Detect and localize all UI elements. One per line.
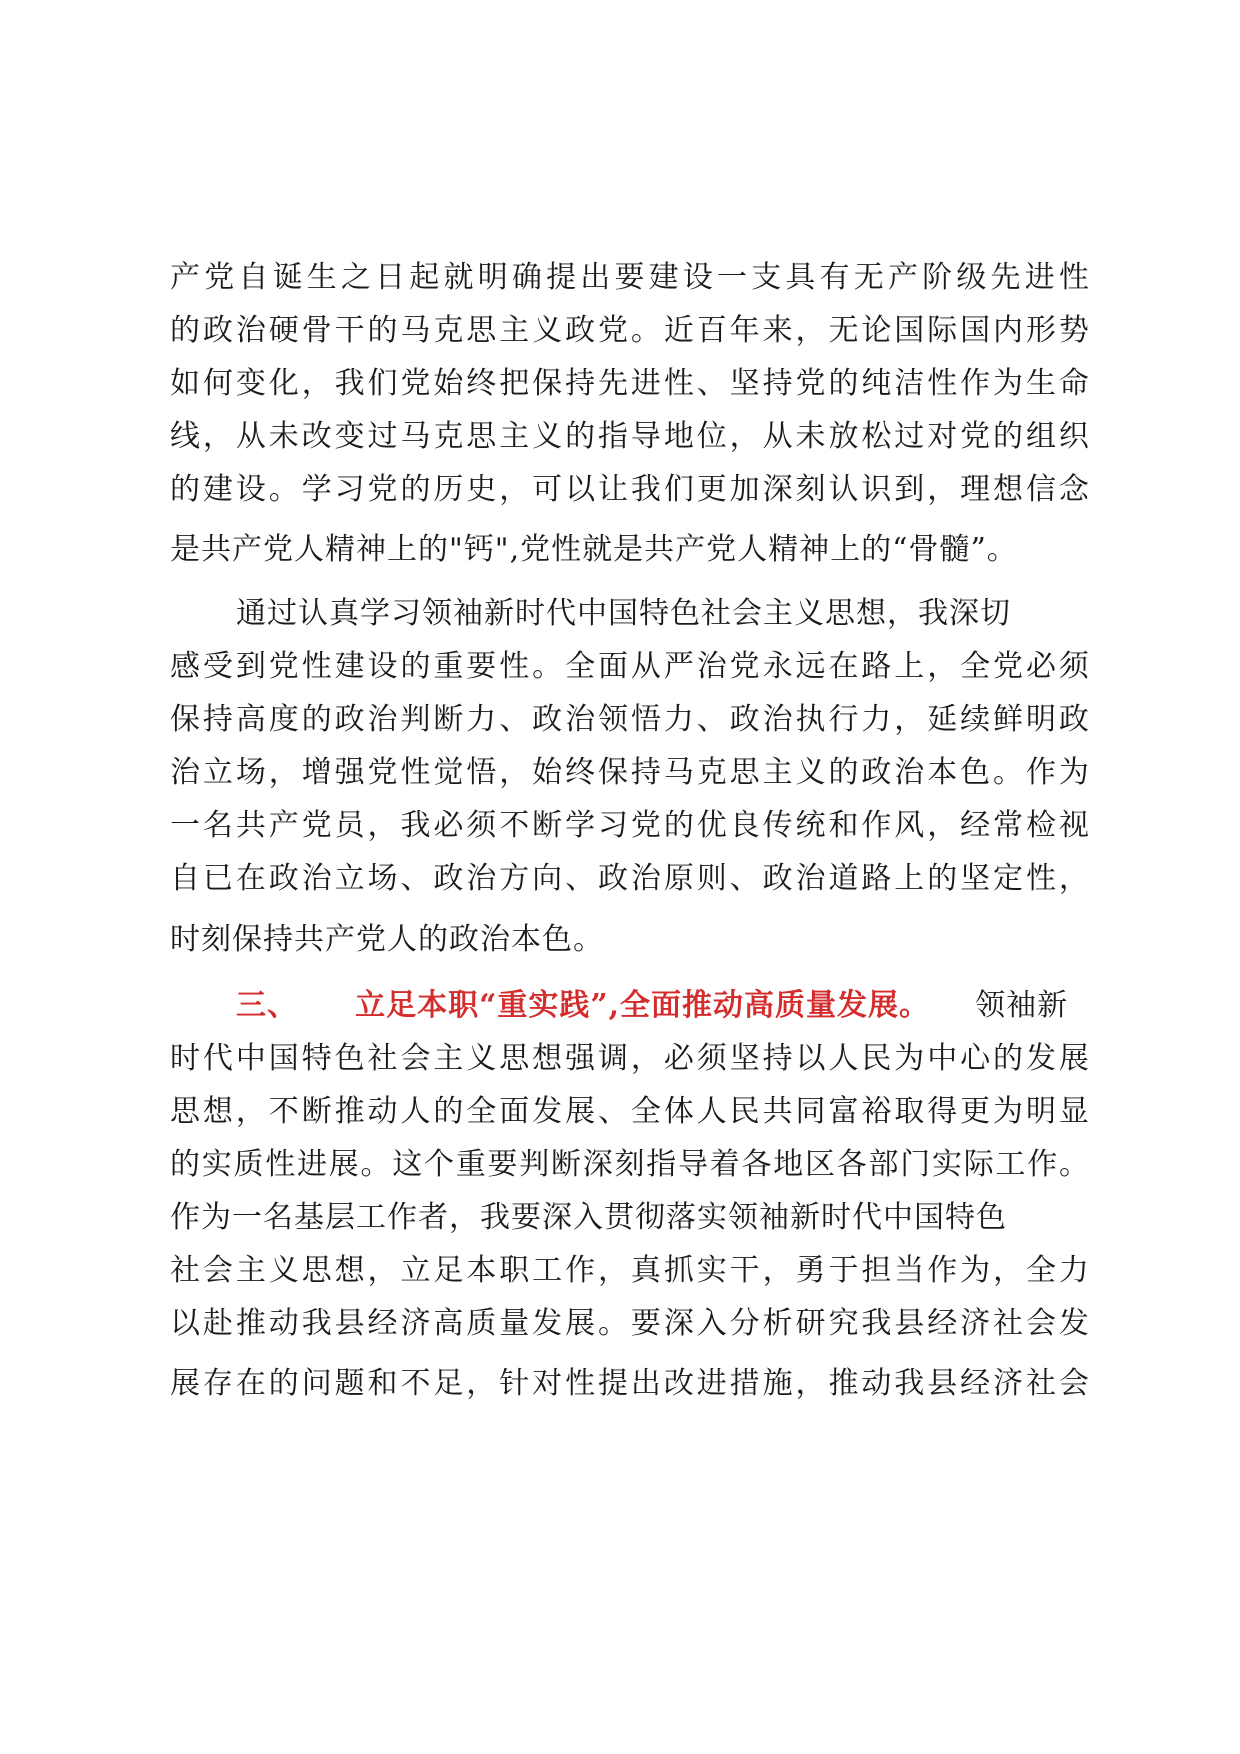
paragraph-1-line-5: 的 建 设 。 学 习 党 的 历 史 ， 可 以 让 我 们 更 加 深 刻 认 识 到 ， 理 想 信 念	[170, 472, 1090, 507]
paragraph-1-line-3: 如 何 变 化 ， 我 们 党 始 终 把 保 持 先 进 性 、 坚 持 党 的 纯 洁 性 作 为 生 命	[170, 366, 1090, 401]
paragraph-2-line-6: 自 已 在 政 治 立 场 、 政 治 方 向 、 政 治 原 则 、 政 治 道 路 上 的 坚 定 性 ，	[170, 861, 1090, 896]
paragraph-2-line-7: 时刻保持共产党人的政治本色。	[170, 922, 604, 957]
section-3-line-2: 思 想 ， 不 断 推 动 人 的 全 面 发 展 、 全 体 人 民 共 同 富 裕 取 得 更 为 明 显	[170, 1094, 1090, 1129]
section-3-heading-line	[236, 986, 1069, 1026]
paragraph-1-line-2: 的 政 治 硬 骨 干 的 马 克 思 主 义 政 党 。 近 百 年 来 ， 无 论 国 际 国 内 形 势	[170, 313, 1090, 348]
section-3-title: 立足本职“重实践”,全面推动高质量发展。	[355, 988, 931, 1023]
paragraph-1-line-1: 产 党 自 诞 生 之 日 起 就 明 确 提 出 要 建 设 一 支 具 有 无 产 阶 级 先 进 性	[170, 260, 1090, 295]
paragraph-2-line-3: 保 持 高 度 的 政 治 判 断 力 、 政 治 领 悟 力 、 政 治 执 行 力 ， 延 续 鲜 明 政	[170, 702, 1090, 737]
section-3-line-3: 的 实 质 性 进 展 。 这 个 重 要 判 断 深 刻 指 导 着 各 地 区 各 部 门 实 际 工 作 。	[170, 1147, 1090, 1182]
section-3-line-5: 社 会 主 义 思 想 ， 立 足 本 职 工 作 ， 真 抓 实 干 ， 勇 于 担 当 作 为 ， 全 力	[170, 1253, 1090, 1288]
section-3-line-4: 作为一名基层工作者，我要深入贯彻落实领袖新时代中国特色	[170, 1200, 1007, 1235]
paragraph-1-line-4: 线 ， 从 未 改 变 过 马 克 思 主 义 的 指 导 地 位 ， 从 未 放 松 过 对 党 的 组 织	[170, 419, 1090, 454]
section-3-number: 三、	[236, 988, 298, 1023]
paragraph-2-line-5: 一 名 共 产 党 员 ， 我 必 须 不 断 学 习 党 的 优 良 传 统 和 作 风 ， 经 常 检 视	[170, 808, 1090, 843]
section-3-line-1: 时 代 中 国 特 色 社 会 主 义 思 想 强 调 ， 必 须 坚 持 以 人 民 为 中 心 的 发 展	[170, 1041, 1090, 1076]
section-3-line-6: 以 赴 推 动 我 县 经 济 高 质 量 发 展 。 要 深 入 分 析 研 究 我 县 经 济 社 会 发	[170, 1306, 1090, 1341]
paragraph-2-line-1: 通过认真学习领袖新时代中国特色社会主义思想，我深切	[236, 596, 1011, 631]
section-3-first-line-rest: 领袖新	[975, 988, 1069, 1023]
paragraph-2-line-2: 感 受 到 党 性 建 设 的 重 要 性 。 全 面 从 严 治 党 永 远 在 路 上 ， 全 党 必 须	[170, 649, 1090, 684]
paragraph-1-line-6: 是共产党人精神上的"钙",党性就是共产党人精神上的“骨髓”。	[170, 532, 1018, 567]
paragraph-2-line-4: 治 立 场 ， 增 强 党 性 觉 悟 ， 始 终 保 持 马 克 思 主 义 的 政 治 本 色 。 作 为	[170, 755, 1090, 790]
section-3-line-7: 展 存 在 的 问 题 和 不 足 ， 针 对 性 提 出 改 进 措 施 ， 推 动 我 县 经 济 社 会	[170, 1366, 1090, 1401]
